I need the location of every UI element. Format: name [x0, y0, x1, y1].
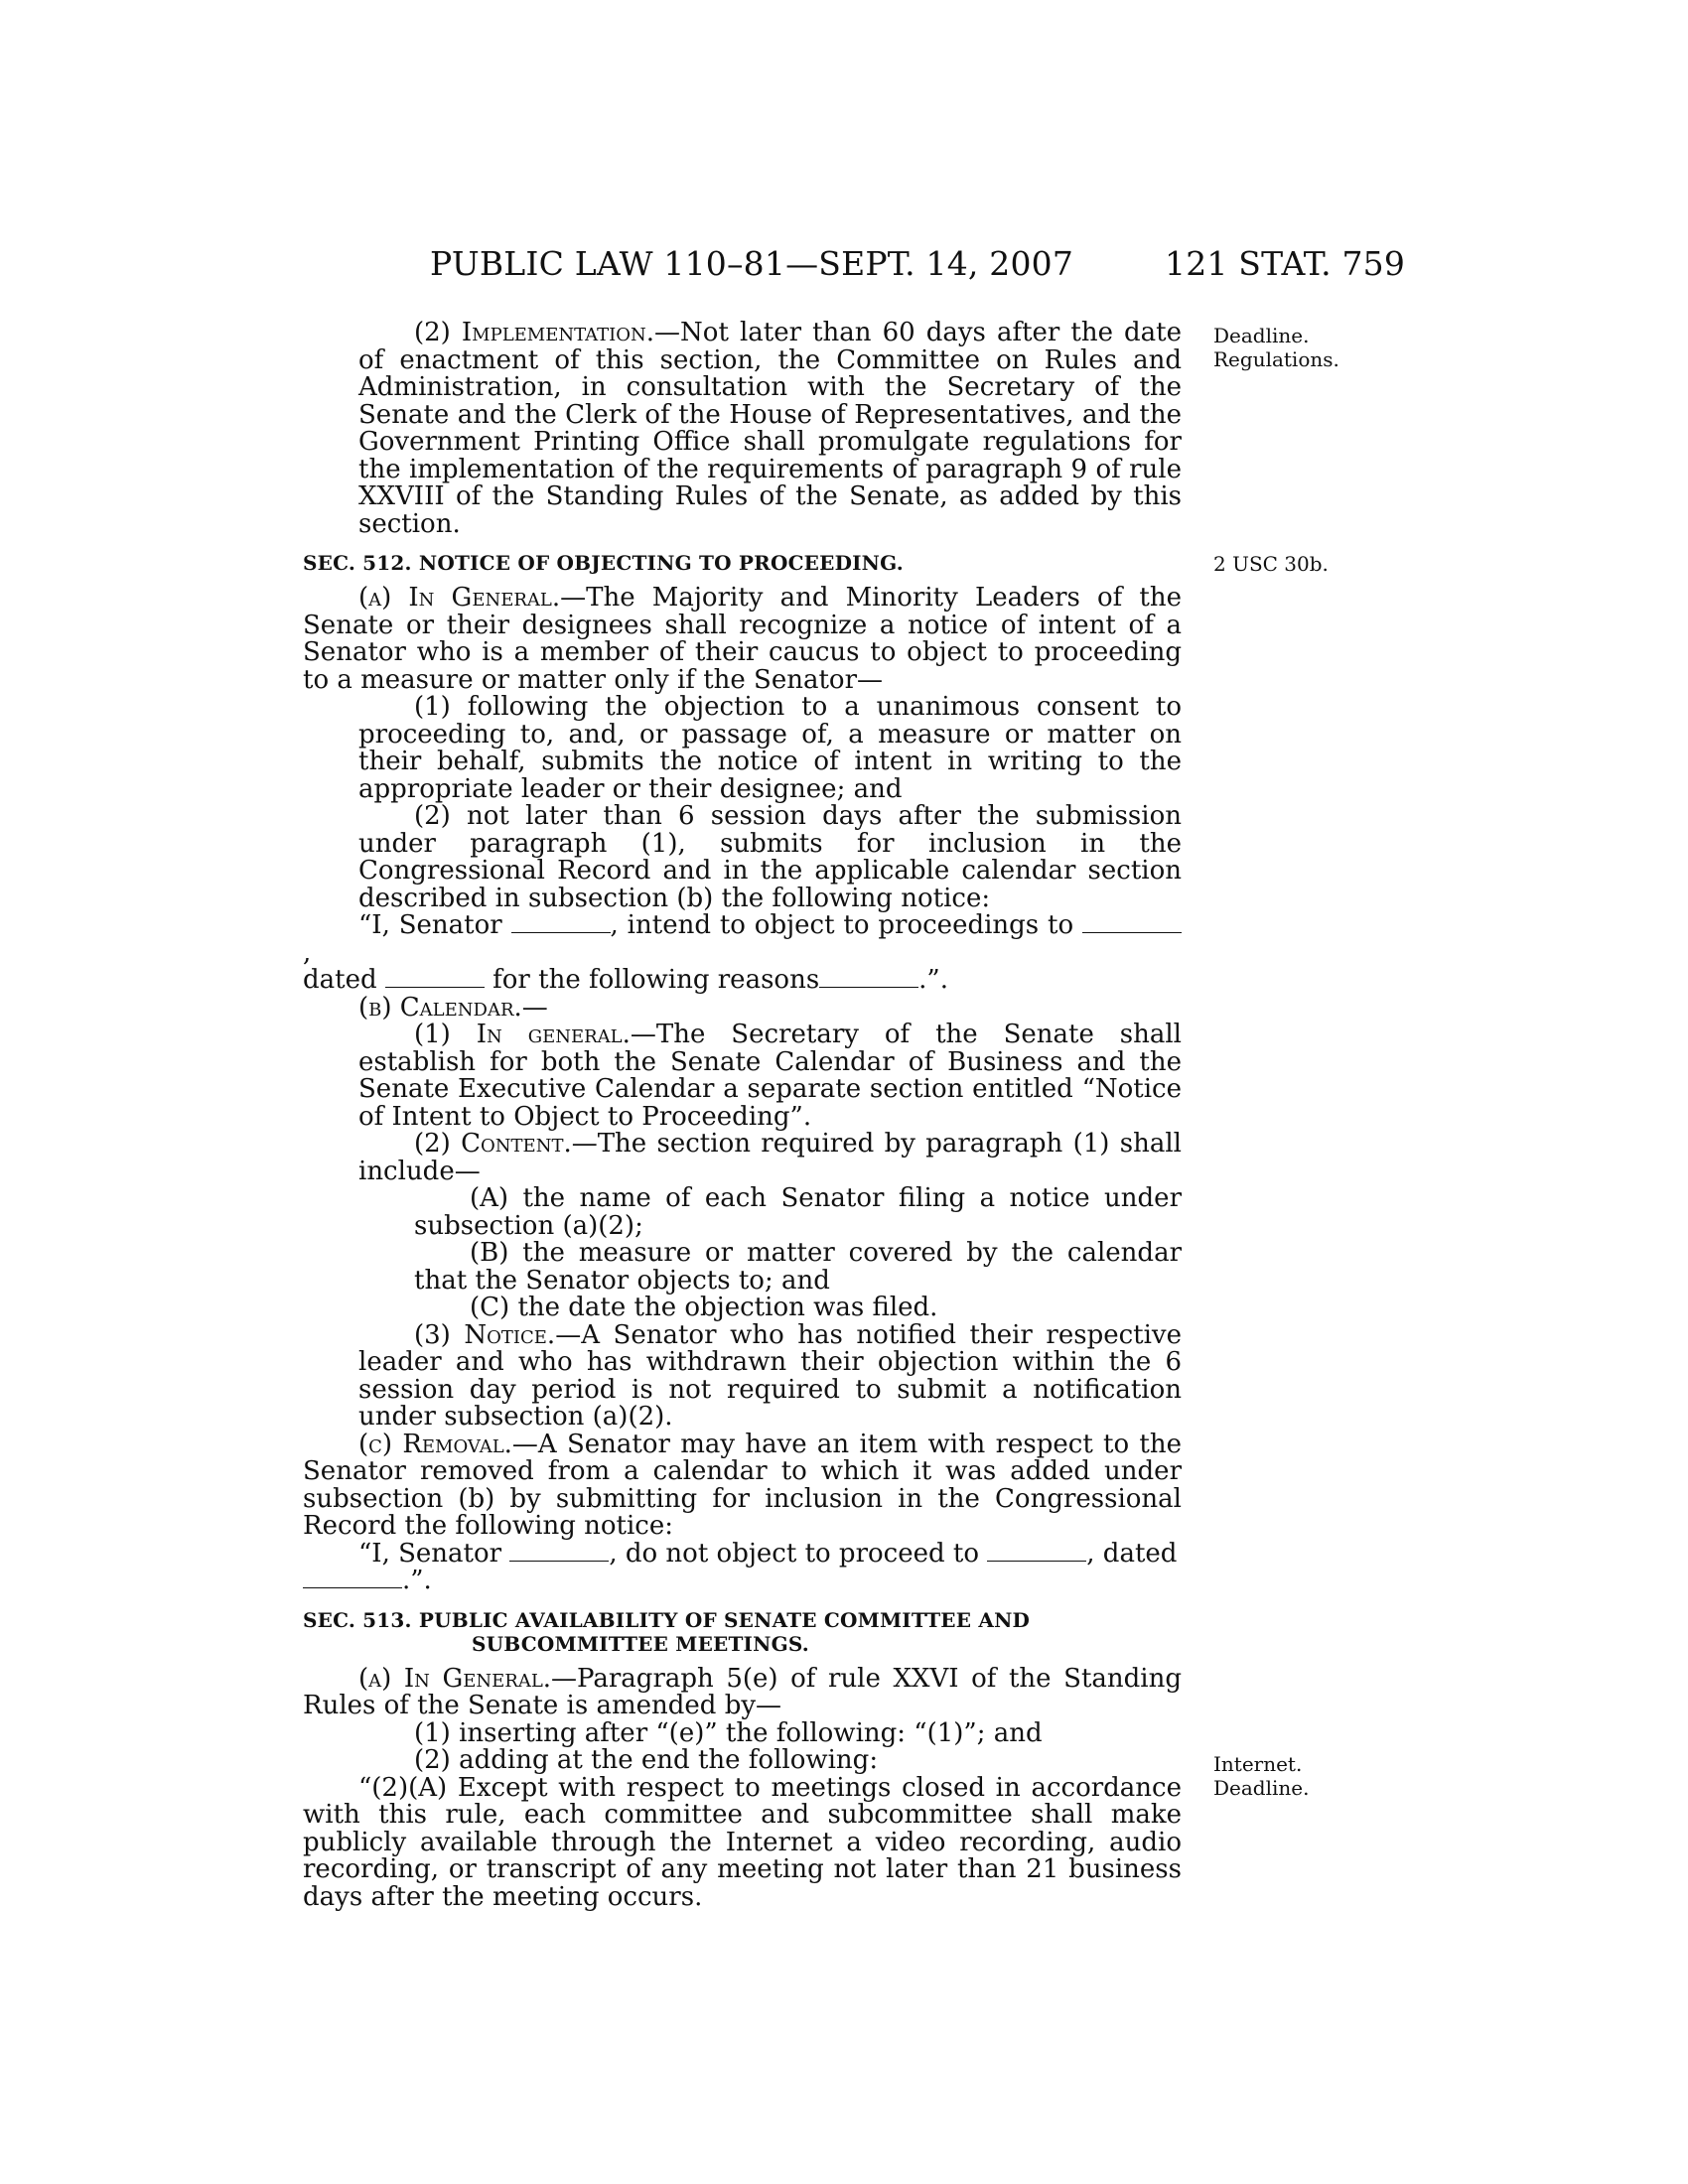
- subsection-heading: (a) In General.: [358, 1663, 552, 1694]
- margin-note-line: Deadline.: [1213, 324, 1310, 347]
- notice-text: “I, Senator: [358, 910, 502, 940]
- subsection-heading: (b) Calendar.: [358, 992, 522, 1023]
- section-heading-512: SEC. 512. NOTICE OF OBJECTING TO PROCEEDING.: [303, 551, 904, 575]
- margin-note-line: Internet.: [1213, 1752, 1303, 1776]
- blank-line: [819, 967, 918, 988]
- paragraph-text: —A Senator who has notified their respective leader and who has withdrawn their objection within the 6 session day period is not required to submit a notification under subsection (a)(2).: [358, 1319, 1182, 1432]
- notice-text: ,: [303, 937, 312, 968]
- subparagraph-b2A: (A) the name of each Senator filing a notice under subsection (a)(2);: [414, 1183, 1182, 1241]
- blank-line: [511, 912, 611, 933]
- paragraph-b1: [303, 1022, 1182, 1131]
- section-heading-513: SEC. 513. PUBLIC AVAILABILITY OF SENATE COMMITTEE AND SUBCOMMITTEE MEETINGS.: [303, 1607, 1031, 1656]
- notice-text: for the following reasons: [492, 965, 820, 995]
- paragraph-b3: [303, 1319, 1182, 1432]
- subsection-heading: (a) In General.: [358, 583, 561, 613]
- subsection-text: —Paragraph 5(e) of rule XXVI of the Standing Rules of the Senate is amended by—: [303, 1663, 1182, 1720]
- margin-note-deadline-regulations: [1213, 324, 1339, 371]
- blank-line: [385, 967, 485, 988]
- subsection-heading: (c) Removal.: [358, 1429, 512, 1459]
- paragraph-a1: (1) following the objection to a unanimous consent to proceeding to, and, or passage of, a measure or matter on their behalf, submits the notice of intent in writing to the appropriate leader or their designee; and: [358, 692, 1182, 804]
- notice-text: , intend to object to proceedings to: [610, 910, 1074, 940]
- blank-line: [303, 1568, 402, 1588]
- notice-text: , do not object to proceed to: [609, 1538, 980, 1569]
- notice-form-objection: [303, 912, 1182, 995]
- notice-text: “I, Senator: [358, 1538, 502, 1569]
- blank-line: [987, 1541, 1086, 1562]
- paragraph-513a1: (1) inserting after “(e)” the following: “(1)”; and: [414, 1717, 1043, 1748]
- paragraph-heading: (1) In general.: [414, 1020, 631, 1049]
- blank-line: [509, 1541, 609, 1562]
- margin-note-line: Deadline.: [1213, 1776, 1310, 1800]
- margin-note-usc-citation: 2 USC 30b.: [1213, 552, 1329, 576]
- paragraph-text: —Not later than 60 days after the date of enactment of this section, the Committee on Rules and Administration, in consultation with the Secretary of the Senate and the Clerk of the House of Representatives, and the Government Printing Office shall promulgate regulations for the implementation of the requirements of paragraph 9 of rule XXVIII of the Standing Rules of the Senate, as added by this section.: [358, 318, 1183, 539]
- paragraph-text: —The section required by paragraph (1) shall include—: [358, 1129, 1182, 1186]
- paragraph-heading: (2) Implementation.: [414, 318, 655, 347]
- subsection-a: [303, 585, 1182, 694]
- quoted-amendment: “(2)(A) Except with respect to meetings closed in accordance with this rule, each committee and subcommittee shall make publicly available through the Internet a video recording, audio recording, or transcript of any meeting not later than 21 business days after the meeting occurs.: [303, 1772, 1182, 1912]
- subsection-text: —: [521, 992, 548, 1023]
- notice-text: .”.: [918, 965, 948, 995]
- paragraph-heading: (2) Content.: [414, 1129, 572, 1159]
- running-header-page-number: 121 STAT. 759: [1165, 244, 1406, 283]
- paragraph-implementation: [303, 320, 1182, 538]
- blank-line: [1082, 912, 1182, 933]
- margin-note-line: Regulations.: [1213, 347, 1339, 371]
- paragraph-513a2: (2) adding at the end the following:: [414, 1745, 879, 1775]
- paragraph-a2: (2) not later than 6 session days after the submission under paragraph (1), submits for inclusion in the Congressional Record and in the applicable calendar section described in subsection (b) the following notice:: [358, 801, 1182, 913]
- notice-form-removal: [303, 1538, 1182, 1595]
- subsection-513a: [303, 1663, 1182, 1720]
- notice-text: dated: [303, 965, 377, 995]
- notice-text: .”.: [402, 1566, 432, 1595]
- subsection-c: [303, 1429, 1182, 1541]
- running-header-left: PUBLIC LAW 110–81—SEPT. 14, 2007: [430, 244, 1074, 283]
- paragraph-b2: [303, 1131, 1182, 1185]
- margin-note-internet-deadline: [1213, 1752, 1309, 1800]
- subsection-b: [303, 992, 1182, 1023]
- subsection-text: —A Senator may have an item with respect to the Senator removed from a calendar to which it was added under subsection (b) by submitting for inclusion in the Congressional Record the following notice:: [303, 1429, 1182, 1541]
- paragraph-text: —The Secretary of the Senate shall establish for both the Senate Calendar of Business and the Senate Executive Calendar a separate section entitled “Notice of Intent to Object to Proceeding”.: [358, 1020, 1182, 1132]
- paragraph-heading: (3) Notice.: [414, 1319, 556, 1350]
- notice-text: , dated: [1086, 1538, 1178, 1569]
- statute-text-column: [303, 320, 1182, 1911]
- subparagraph-b2B: (B) the measure or matter covered by the calendar that the Senator objects to; and: [414, 1238, 1182, 1296]
- subsection-text: —The Majority and Minority Leaders of the Senate or their designees shall recognize a notice of intent of a Senator who is a member of their caucus to object to proceeding to a measure or matter only if the Senator—: [303, 583, 1183, 695]
- subparagraph-b2C: (C) the date the objection was filed.: [470, 1293, 938, 1322]
